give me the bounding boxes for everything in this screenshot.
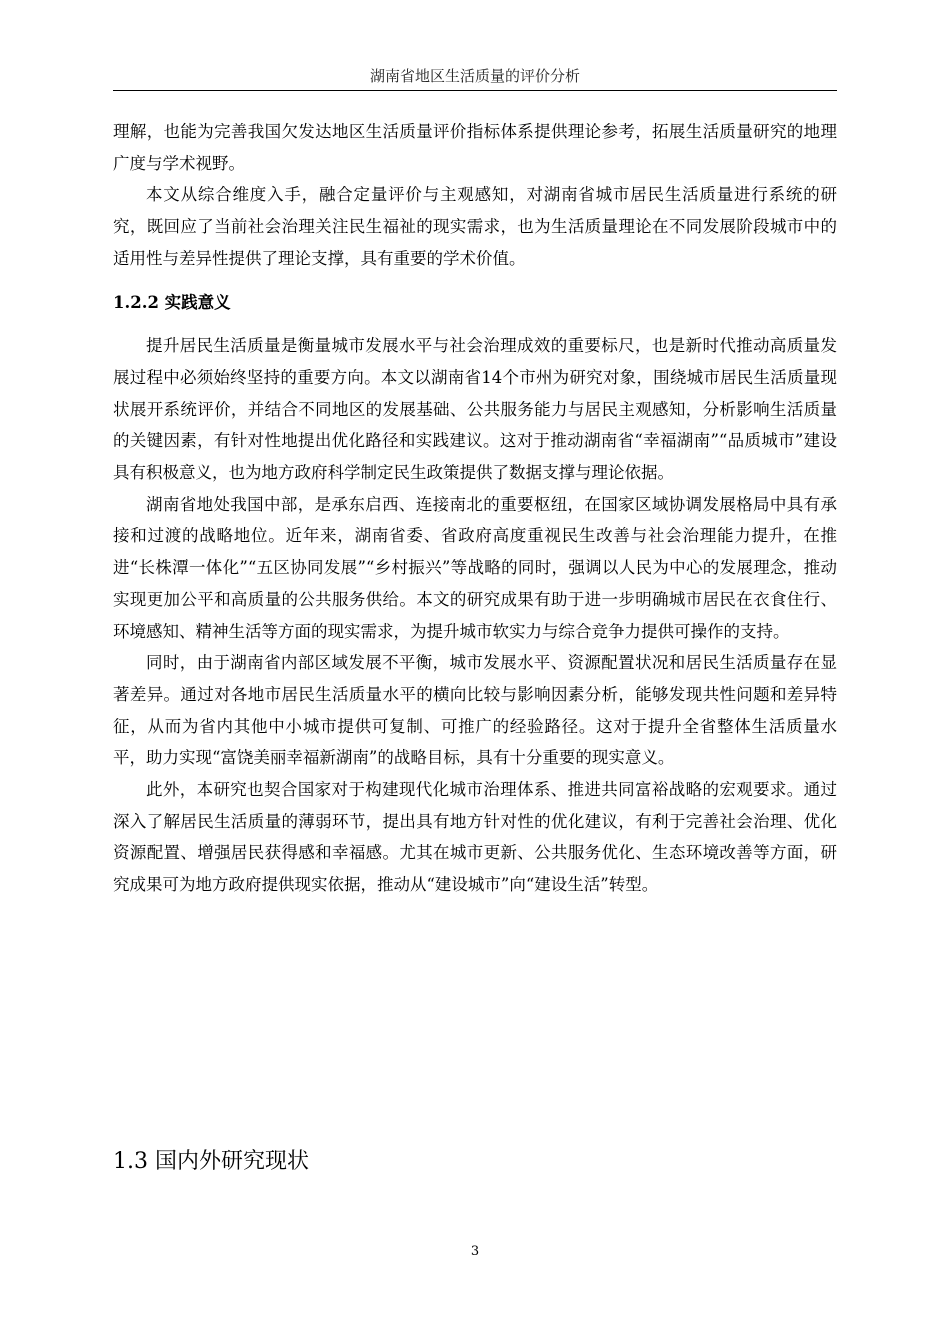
page-number: 3 [470, 1244, 480, 1259]
paragraph-practical-1: 提升居民生活质量是衡量城市发展水平与社会治理成效的重要标尺，也是新时代推动高质量发展过程中必须始终坚持的重要方向。本文以湖南省14个市州为研究对象，围绕城市居民生活质量现状展开系统评价，并结合不同地区的发展基础、公共服务能力与居民主观感知，分析影响生活质量的关键因素，有针对性地提出优化路径和实践建议。这对于推动湖南省“幸福湖南”“品质城市”建设具有积极意义，也为地方政府科学制定民生政策提供了数据支撑与理论依据。 [113, 336, 837, 483]
paragraph-practical-3: 同时，由于湖南省内部区域发展不平衡，城市发展水平、资源配置状况和居民生活质量存在显著差异。通过对各地市居民生活质量水平的横向比较与影响因素分析，能够发现共性问题和差异特征，从而为省内其他中小城市提供可复制、可推广的经验路径。这对于提升全省整体生活质量水平，助力实现“富饶美丽幸福新湖南”的战略目标，具有十分重要的现实意义。 [113, 653, 837, 768]
section-heading-practical-significance: 1.2.2 实践意义 [113, 292, 231, 312]
paragraph-continuation: 理解，也能为完善我国欠发达地区生活质量评价指标体系提供理论参考，拓展生活质量研究的地理广度与学术视野。 [113, 122, 837, 173]
running-header: 湖南省地区生活质量的评价分析 [369, 67, 580, 85]
header-divider [113, 90, 837, 91]
paragraph-academic-value: 本文从综合维度入手，融合定量评价与主观感知，对湖南省城市居民生活质量进行系统的研究，既回应了当前社会治理关注民生福祉的现实需求，也为生活质量理论在不同发展阶段城市中的适用性与差异性提供了理论支撑，具有重要的学术价值。 [113, 185, 837, 268]
page-body [113, 116, 837, 901]
paragraph-practical-2: 湖南省地处我国中部，是承东启西、连接南北的重要枢纽，在国家区域协调发展格局中具有承接和过渡的战略地位。近年来，湖南省委、省政府高度重视民生改善与社会治理能力提升，在推进“长株潭一体化”“五区协同发展”“乡村振兴”等战略的同时，强调以人民为中心的发展理念，推动实现更加公平和高质量的公共服务供给。本文的研究成果有助于进一步明确城市居民在衣食住行、环境感知、精神生活等方面的现实需求，为提升城市软实力与综合竞争力提供可操作的支持。 [113, 494, 837, 641]
paragraph-practical-4: 此外，本研究也契合国家对于构建现代化城市治理体系、推进共同富裕战略的宏观要求。通过深入了解居民生活质量的薄弱环节，提出具有地方针对性的优化建议，有利于完善社会治理、优化资源配置、增强居民获得感和幸福感。尤其在城市更新、公共服务优化、生态环境改善等方面，研究成果可为地方政府提供现实依据，推动从“建设城市”向“建设生活”转型。 [113, 780, 837, 895]
section-heading-research-status: 1.3 国内外研究现状 [113, 1149, 309, 1174]
